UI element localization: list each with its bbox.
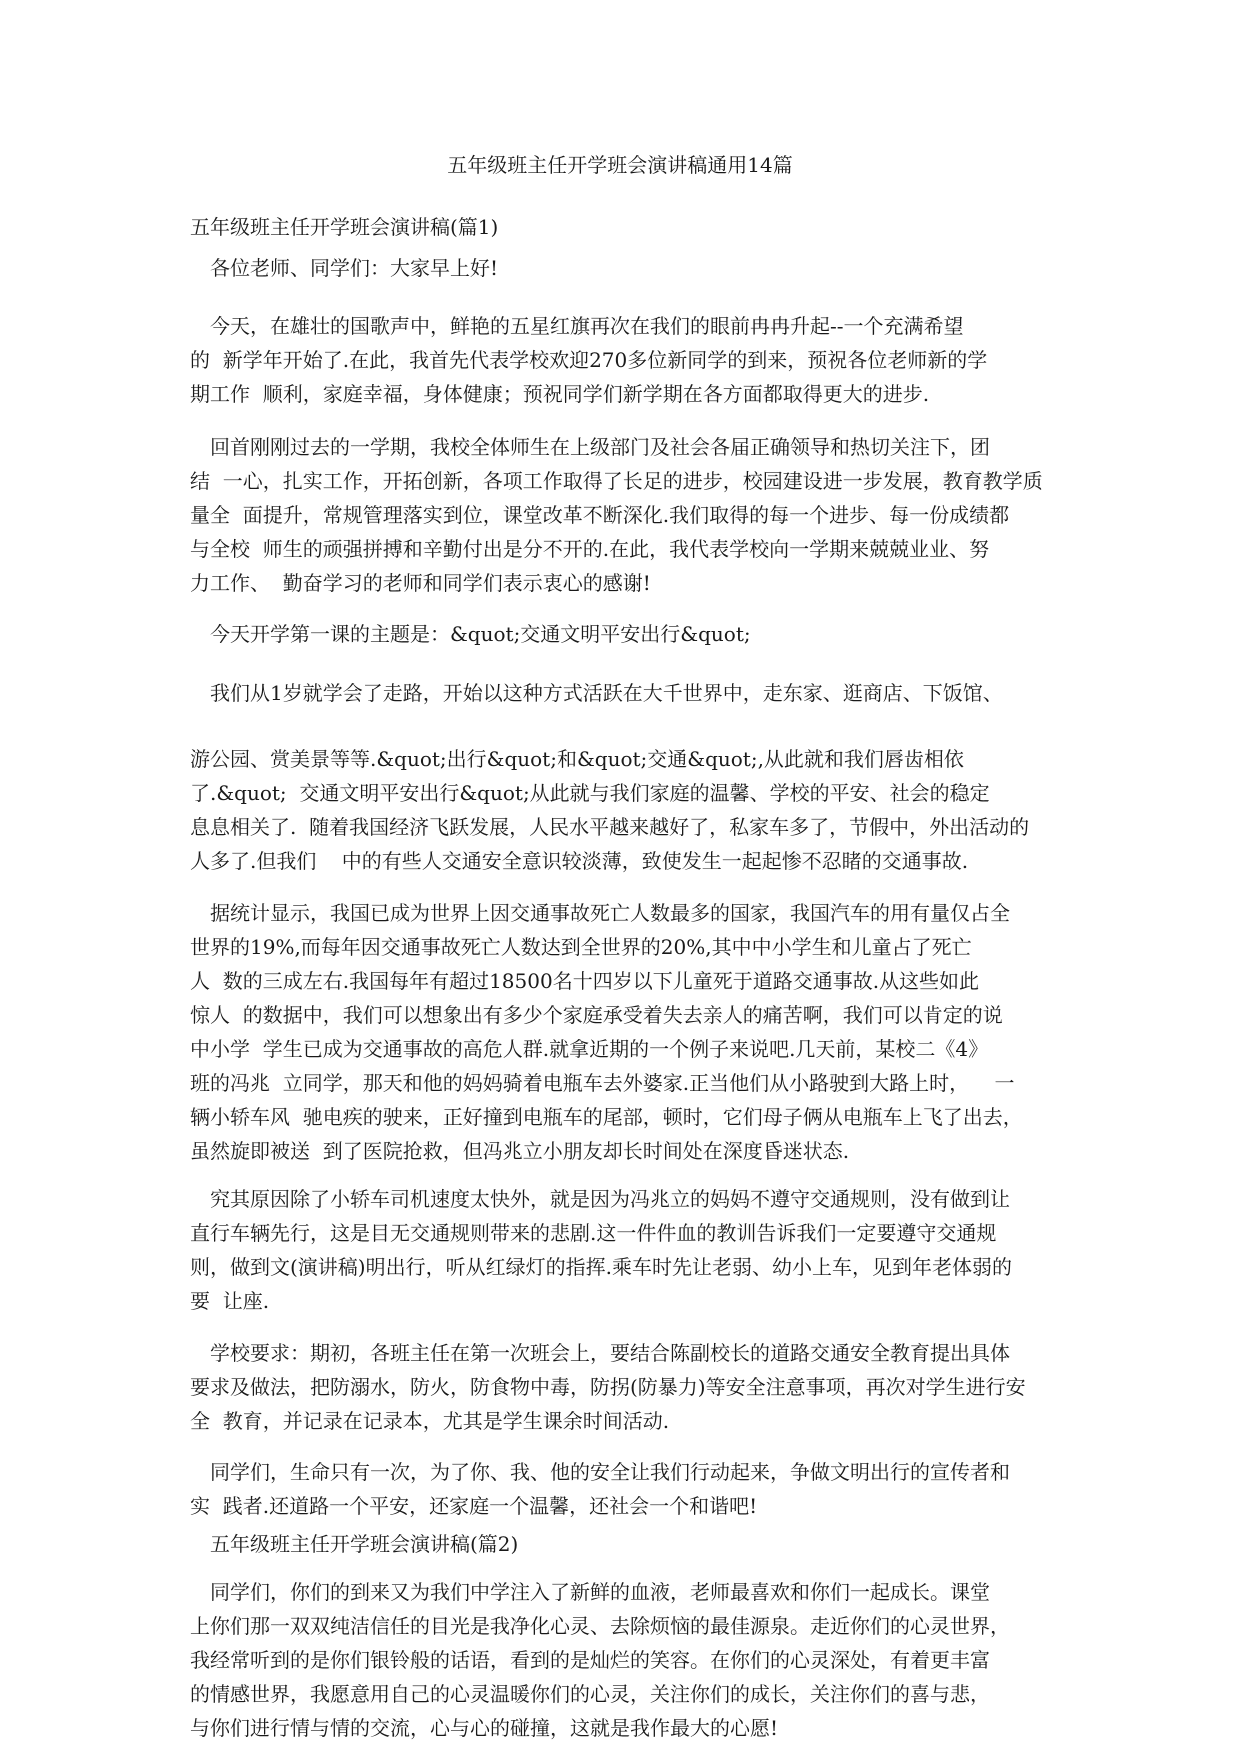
text-line: 全 教育，并记录在记录本，尤其是学生课余时间活动. bbox=[190, 1409, 670, 1433]
text-line: 游公园、赏美景等等.&quot;出行&quot;和&quot;交通&quot;,从此就和我们唇齿相依 bbox=[190, 747, 964, 771]
text-line: 的情感世界，我愿意用自己的心灵温暖你们的心灵，关注你们的成长，关注你们的喜与悲， bbox=[190, 1682, 990, 1706]
paragraph-school-requirements bbox=[190, 1336, 1055, 1438]
paragraph-travel bbox=[190, 742, 1055, 878]
paragraph-walking bbox=[190, 676, 1055, 710]
text-line: 要求及做法，把防溺水，防火，防食物中毒，防拐(防暴力)等安全注意事项，再次对学生进行安 bbox=[190, 1375, 1026, 1399]
text-line: 我经常听到的是你们银铃般的话语，看到的是灿烂的笑容。在你们的心灵深处，有着更丰富 bbox=[190, 1648, 990, 1672]
text-line: 上你们那一双双纯洁信任的目光是我净化心灵、去除烦恼的最佳源泉。走近你们的心灵世界， bbox=[190, 1614, 1010, 1638]
text-line: 今天开学第一课的主题是：&quot;交通文明平安出行&quot; bbox=[190, 622, 751, 646]
text-line: 据统计显示，我国已成为世界上因交通事故死亡人数最多的国家，我国汽车的用有量仅占全 bbox=[190, 901, 1010, 925]
text-line: 回首刚刚过去的一学期，我校全体师生在上级部门及社会各届正确领导和热切关注下，团 bbox=[190, 435, 990, 459]
text-line: 世界的19%,而每年因交通事故死亡人数达到全世界的20%,其中中小学生和儿童占了死亡 bbox=[190, 935, 972, 959]
text-line: 同学们，你们的到来又为我们中学注入了新鲜的血液，老师最喜欢和你们一起成长。课堂 bbox=[190, 1580, 990, 1604]
text-line: 息息相关了. 随着我国经济飞跃发展，人民水平越来越好了，私家车多了，节假中，外出活动的 bbox=[190, 815, 1030, 839]
section-heading-2: 五年级班主任开学班会演讲稿(篇2) bbox=[190, 1532, 519, 1556]
text-line: 人多了.但我们 中的有些人交通安全意识较淡薄，致使发生一起起惨不忍睹的交通事故. bbox=[190, 849, 969, 873]
text-line: 学校要求：期初，各班主任在第一次班会上，要结合陈副校长的道路交通安全教育提出具体 bbox=[190, 1341, 1010, 1365]
text-line: 我们从1岁就学会了走路，开始以这种方式活跃在大千世界中，走东家、逛商店、下饭馆、 bbox=[190, 681, 1003, 705]
paragraph-statistics bbox=[190, 896, 1055, 1168]
text-line: 要 让座. bbox=[190, 1289, 270, 1313]
text-line: 的 新学年开始了.在此，我首先代表学校欢迎270多位新同学的到来，预祝各位老师新的学 bbox=[190, 348, 988, 372]
text-line: 结 一心，扎实工作，开拓创新，各项工作取得了长足的进步，校园建设进一步发展，教育教学质 bbox=[190, 469, 1043, 493]
greeting-paragraph bbox=[190, 251, 1055, 285]
paragraph-opening bbox=[190, 309, 1055, 411]
text-line: 辆小轿车风 驰电疾的驶来，正好撞到电瓶车的尾部，顿时，它们母子俩从电瓶车上飞了出去， bbox=[190, 1105, 1023, 1129]
text-line: 各位老师、同学们：大家早上好! bbox=[190, 256, 499, 280]
text-line: 惊人 的数据中，我们可以想象出有多少个家庭承受着失去亲人的痛苦啊，我们可以肯定的说 bbox=[190, 1003, 1003, 1027]
text-line: 则，做到文(演讲稿)明出行，听从红绿灯的指挥.乘车时先让老弱、幼小上车，见到年老体弱的 bbox=[190, 1255, 1012, 1279]
text-line: 中小学 学生已成为交通事故的高危人群.就拿近期的一个例子来说吧.几天前，某校二《4》 bbox=[190, 1037, 989, 1061]
text-line: 量全 面提升，常规管理落实到位，课堂改革不断深化.我们取得的每一个进步、每一份成绩都 bbox=[190, 503, 1010, 527]
text-line: 今天，在雄壮的国歌声中，鲜艳的五星红旗再次在我们的眼前冉冉升起--一个充满希望 bbox=[190, 314, 964, 338]
text-line: 究其原因除了小轿车司机速度太快外，就是因为冯兆立的妈妈不遵守交通规则，没有做到让 bbox=[190, 1187, 1010, 1211]
text-line: 直行车辆先行，这是目无交通规则带来的悲剧.这一件件血的教训告诉我们一定要遵守交通规 bbox=[190, 1221, 997, 1245]
text-line: 了.&quot; 交通文明平安出行&quot;从此就与我们家庭的温馨、学校的平安、社会的稳定 bbox=[190, 781, 990, 805]
paragraph-theme bbox=[190, 617, 1055, 651]
paragraph-closing bbox=[190, 1455, 1055, 1523]
document-title: 五年级班主任开学班会演讲稿通用14篇 bbox=[447, 153, 793, 177]
text-line: 班的冯兆 立同学，那天和他的妈妈骑着电瓶车去外婆家.正当他们从小路驶到大路上时， 一 bbox=[190, 1071, 1015, 1095]
text-line: 人 数的三成左右.我国每年有超过18500名十四岁以下儿童死于道路交通事故.从这些如此 bbox=[190, 969, 980, 993]
text-line: 力工作、 勤奋学习的老师和同学们表示衷心的感谢! bbox=[190, 571, 651, 595]
paragraph-cause bbox=[190, 1182, 1055, 1318]
text-line: 与你们进行情与情的交流，心与心的碰撞，这就是我作最大的心愿! bbox=[190, 1716, 779, 1740]
text-line: 同学们，生命只有一次，为了你、我、他的安全让我们行动起来，争做文明出行的宣传者和 bbox=[190, 1460, 1010, 1484]
paragraph-welcome bbox=[190, 1575, 1055, 1745]
text-line: 期工作 顺利，家庭幸福，身体健康；预祝同学们新学期在各方面都取得更大的进步. bbox=[190, 382, 930, 406]
paragraph-review bbox=[190, 430, 1055, 600]
text-line: 虽然旋即被送 到了医院抢救，但冯兆立小朋友却长时间处在深度昏迷状态. bbox=[190, 1139, 850, 1163]
text-line: 与全校 师生的顽强拼搏和辛勤付出是分不开的.在此，我代表学校向一学期来兢兢业业、努 bbox=[190, 537, 990, 561]
text-line: 实 践者.还道路一个平安，还家庭一个温馨，还社会一个和谐吧! bbox=[190, 1494, 758, 1518]
section-heading-1: 五年级班主任开学班会演讲稿(篇1) bbox=[190, 215, 499, 239]
